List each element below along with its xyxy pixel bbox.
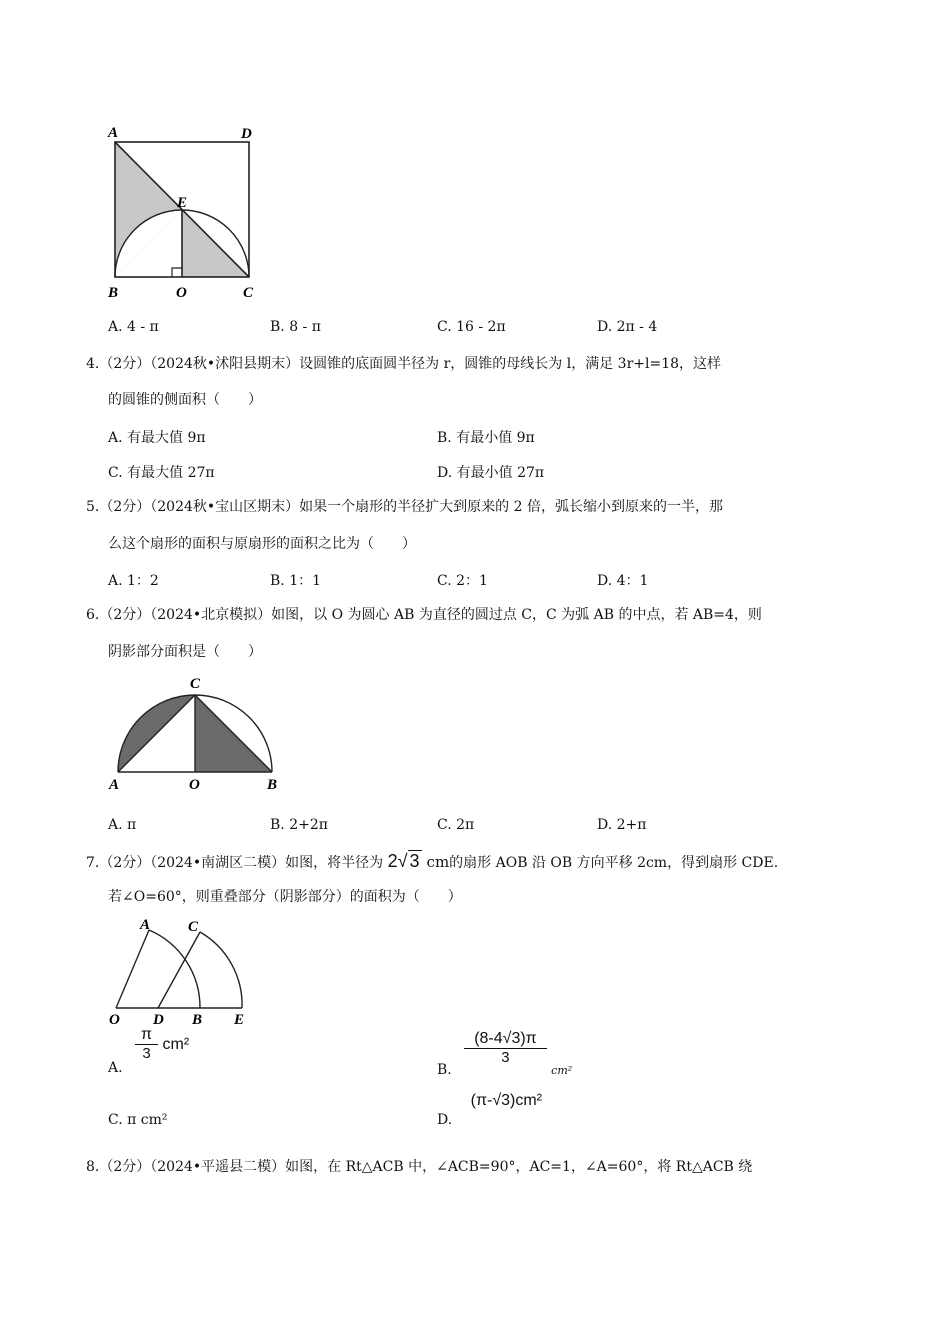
q7-label-d: D bbox=[153, 1012, 164, 1024]
q4-option-a[interactable]: A. 有最大值 9π bbox=[108, 430, 206, 446]
q4-stem-line1: 4.（2分）（2024秋•沭阳县期末）设圆锥的底面圆半径为 r，圆锥的母线长为 l，满足 3r+l=18，这样 bbox=[86, 356, 722, 372]
q7-option-a-unit: cm² bbox=[162, 1036, 190, 1053]
q7-option-b[interactable] bbox=[437, 1030, 572, 1078]
q7-option-a-fraction bbox=[135, 1026, 158, 1062]
q5-stem-line1: 5.（2分）（2024秋•宝山区期末）如果一个扇形的半径扩大到原来的 2 倍，弧长缩小到原来的一半，那 bbox=[86, 499, 723, 515]
q3-option-d[interactable]: D. 2π - 4 bbox=[597, 319, 658, 335]
q6-option-b[interactable]: B. 2+2π bbox=[270, 817, 328, 833]
q6-label-o: O bbox=[189, 777, 200, 793]
q7-option-c[interactable]: C. π cm² bbox=[108, 1112, 168, 1128]
q6-figure bbox=[104, 672, 289, 794]
q7-stem-part2: 的扇形 AOB 沿 OB 方向平移 2cm，得到扇形 CDE. bbox=[449, 855, 779, 871]
q7-radius-expr bbox=[388, 850, 427, 871]
q7-option-a-den: 3 bbox=[142, 1045, 151, 1062]
q7-option-a-label: A. bbox=[108, 1060, 123, 1076]
q4-option-b[interactable]: B. 有最小值 9π bbox=[437, 430, 535, 446]
q7-option-d-expr: (π-√3)cm² bbox=[470, 1092, 542, 1109]
q7-label-b: B bbox=[192, 1012, 203, 1024]
q4-option-c[interactable]: C. 有最大值 27π bbox=[108, 465, 215, 481]
q7-figure bbox=[104, 912, 264, 1024]
q3-option-c[interactable]: C. 16 - 2π bbox=[437, 319, 506, 335]
q7-option-d-label: D. bbox=[437, 1112, 453, 1128]
q3-label-a: A bbox=[108, 125, 119, 141]
q7-radical-unit: cm bbox=[426, 853, 450, 871]
q4-option-d[interactable]: D. 有最小值 27π bbox=[437, 465, 545, 481]
q7-label-o: O bbox=[109, 1012, 120, 1024]
sqrt-symbol-icon: √ bbox=[397, 851, 408, 871]
q7-label-c: C bbox=[188, 919, 199, 935]
q7-option-a[interactable] bbox=[108, 1026, 189, 1076]
q7-option-d[interactable] bbox=[437, 1092, 542, 1128]
q5-stem-line2: 么这个扇形的面积与原扇形的面积之比为（ ） bbox=[108, 536, 416, 552]
q3-label-c: C bbox=[243, 285, 254, 301]
q7-radical-arg: 3 bbox=[409, 851, 420, 871]
q6-option-c[interactable]: C. 2π bbox=[437, 817, 475, 833]
q5-option-d[interactable]: D. 4：1 bbox=[597, 573, 649, 589]
q3-label-e: E bbox=[177, 195, 188, 211]
q7-option-b-num: (8-4√3)π bbox=[464, 1030, 547, 1049]
q6-option-a[interactable]: A. π bbox=[108, 817, 137, 833]
q7-option-a-num: π bbox=[135, 1026, 158, 1045]
q3-option-b[interactable]: B. 8 - π bbox=[270, 319, 321, 335]
q7-stem-line1 bbox=[86, 851, 778, 873]
q7-option-b-fraction bbox=[464, 1030, 547, 1066]
q7-label-a: A bbox=[140, 917, 151, 933]
q5-option-c[interactable]: C. 2：1 bbox=[437, 573, 488, 589]
q7-stem-part1: 7.（2分）（2024•南湖区二模）如图，将半径为 bbox=[86, 855, 384, 871]
q7-stem-line2: 若∠O=60°，则重叠部分（阴影部分）的面积为（ ） bbox=[108, 889, 462, 905]
q6-option-d[interactable]: D. 2+π bbox=[597, 817, 647, 833]
q3-option-a[interactable]: A. 4 - π bbox=[108, 319, 159, 335]
q7-option-b-unit: cm² bbox=[551, 1064, 573, 1077]
q7-radical-coef: 2 bbox=[387, 851, 398, 871]
q5-option-b[interactable]: B. 1：1 bbox=[270, 573, 322, 589]
q3-figure bbox=[100, 120, 270, 305]
q7-option-b-label: B. bbox=[437, 1062, 452, 1078]
q5-option-a[interactable]: A. 1：2 bbox=[108, 573, 159, 589]
q3-label-b: B bbox=[108, 285, 119, 301]
q6-label-b: B bbox=[267, 777, 278, 793]
q7-option-b-den: 3 bbox=[501, 1049, 510, 1066]
q3-label-o: O bbox=[176, 285, 187, 301]
q7-label-e: E bbox=[234, 1012, 245, 1024]
q6-stem-line1: 6.（2分）（2024•北京模拟）如图，以 O 为圆心 AB 为直径的圆过点 C，C 为弧 AB 的中点，若 AB=4，则 bbox=[86, 607, 762, 623]
q8-stem-line1: 8.（2分）（2024•平遥县二模）如图，在 Rt△ACB 中，∠ACB=90°，AC=1，∠A=60°，将 Rt△ACB 绕 bbox=[86, 1159, 753, 1175]
q3-label-d: D bbox=[241, 126, 252, 142]
q6-stem-line2: 阴影部分面积是（ ） bbox=[108, 644, 262, 660]
q4-stem-line2: 的圆锥的侧面积（ ） bbox=[108, 392, 262, 408]
q6-label-c: C bbox=[190, 676, 201, 692]
q6-label-a: A bbox=[109, 777, 120, 793]
